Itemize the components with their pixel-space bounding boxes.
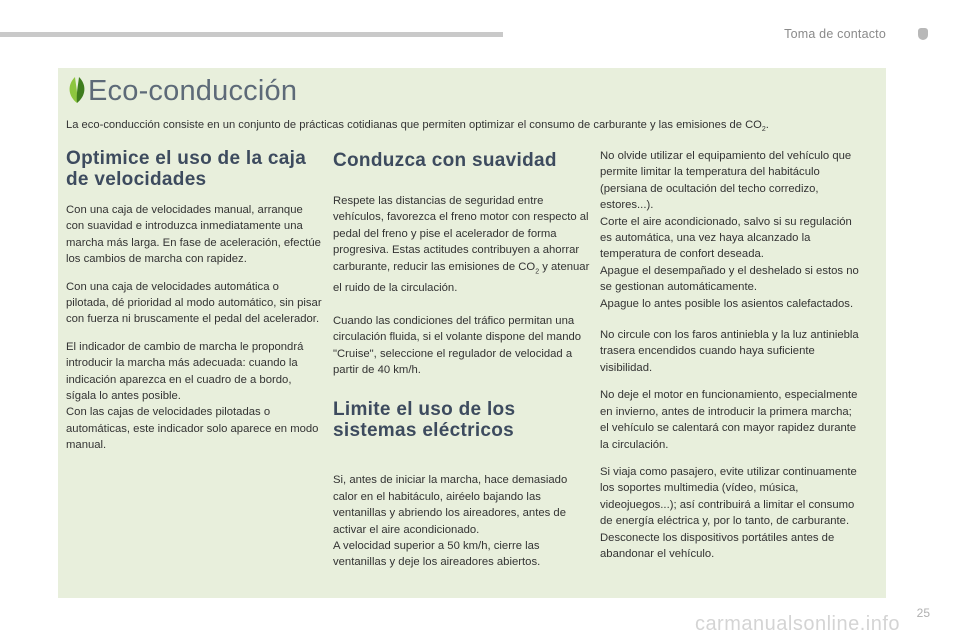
paragraph-cabin-temperature: No olvide utilizar el equipamiento del vehículo que permite limitar la temperatura del habitáculo (persiana de ocultación del techo corredizo, estores...). [600,150,852,212]
section-label: Toma de contacto [784,27,886,41]
paragraph-manual-gearbox: Con una caja de velocidades manual, arranque con suavidad e introduzca inmediatamente una marcha más larga. En fase de aceleración, efectúe los cambios de marcha con rapidez. [66,204,321,266]
watermark: carmanualsonline.info [694,613,900,635]
paragraph-gear-indicator: El indicador de cambio de marcha le propondrá introducir la marcha más adecuada: cuando la indicación aparezca en el cuadro de a bordo, sígala lo antes posible. [66,340,304,403]
page-title: Eco-conducción [88,75,298,107]
paragraph-heated-seats: Apague lo antes posible los asientos calefactados. [600,297,854,310]
paragraph-safety-distance: Respete las distancias de seguridad entre vehículos, favorezca el freno motor con respecto al pedal del freno y pise el acelerador de forma progresiva. Estas actitudes contribuyen a ahorrar carburante, reducir las emisiones de $CO_2$ y atenuar el ruido de la circulación. [333,195,590,295]
paragraph-multimedia: Si viaja como pasajero, evite utilizar continuamente los soportes multimedia (vídeo, música, videojuegos...); así contribuirá a limitar el consumo de energía eléctrica y, por lo tanto, de carburante. [600,465,857,528]
heading-electrical-systems: Limite el uso de los sistemas eléctricos [333,399,516,442]
paragraph-portable-devices: Desconecte los dispositivos portátiles antes de abandonar el vehículo. [600,531,835,560]
paragraph-fog-lights: No circule con los faros antiniebla y la luz antiniebla trasera encendidos cuando haya suficiente visibilidad. [600,329,859,374]
page-number: 25 [916,606,930,620]
heading-gearbox: Optimice el uso de la caja de velocidades [66,148,307,190]
page-tab-marker [918,28,928,40]
paragraph-air-conditioning: Corte el aire acondicionado, salvo si su regulación es automática, una vez haya alcanzado la temperatura de confort deseada. [600,215,852,261]
column-equipment [600,148,862,562]
paragraph-automatic-gearbox: Con una caja de velocidades automática o pilotada, dé prioridad al modo automático, sin pisar con fuerza ni bruscamente el pedal del acelerador. [66,280,322,326]
paragraph-engine-idle: No deje el motor en funcionamiento, especialmente en invierno, antes de introducir la primera marcha; el vehículo se calentará con mayor rapidez durante la circulación. [600,389,858,451]
intro-paragraph: La eco-conducción consiste en un conjunto de prácticas cotidianas que permiten optimizar el consumo de carburante y las emisiones de $CO_2$. [66,119,769,134]
header-rule [0,32,503,37]
eco-leaf-icon [66,76,88,104]
paragraph-gear-indicator-note: Con las cajas de velocidades pilotadas o automáticas, este indicador solo aparece en modo manual. [66,406,319,452]
column-gearbox [66,148,324,454]
heading-smooth-driving: Conduzca con suavidad [333,150,557,171]
paragraph-ventilation: Si, antes de iniciar la marcha, hace demasiado calor en el habitáculo, airéelo bajando las ventanillas y abriendo los aireadores, antes de activar el aire acondicionado. [333,474,568,536]
column-smooth-driving [333,148,593,571]
paragraph-demisting: Apague el desempañado y el deshelado si estos no se gestionan automáticamente. [600,264,859,294]
paragraph-windows: A velocidad superior a 50 km/h, cierre las ventanillas y deje los aireadores abiertos. [333,539,541,569]
paragraph-cruise-control: Cuando las condiciones del tráfico permitan una circulación fluida, si el volante dispone del mando "Cruise", seleccione el regulador de velocidad a partir de 40 km/h. [333,314,582,376]
